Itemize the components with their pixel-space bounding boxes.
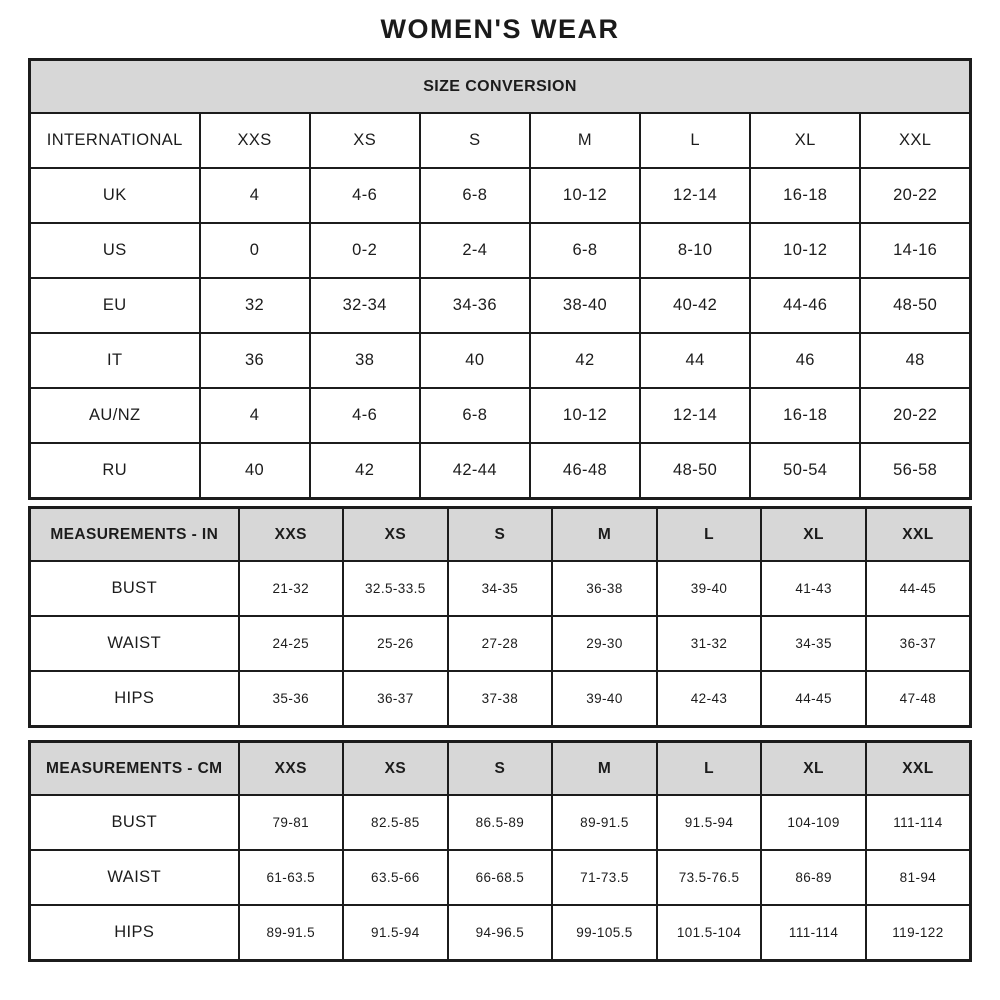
table-cell: 0-2 <box>310 223 420 278</box>
column-header-s: S <box>448 742 553 796</box>
table-cell: 86-89 <box>761 850 866 905</box>
table-banner-row <box>30 60 971 114</box>
column-header-xxl: XXL <box>866 508 971 562</box>
table-cell: 44-45 <box>761 671 866 727</box>
table-cell: 12-14 <box>640 168 750 223</box>
table-cell: 32-34 <box>310 278 420 333</box>
table-cell: 63.5-66 <box>343 850 448 905</box>
column-header-xxs: XXS <box>200 113 310 168</box>
table-cell: 36-37 <box>866 616 971 671</box>
table-title-cell: INTERNATIONAL <box>30 113 200 168</box>
table-cell: 104-109 <box>761 795 866 850</box>
column-header-xs: XS <box>343 508 448 562</box>
table-row <box>30 850 971 905</box>
table-cell: 38 <box>310 333 420 388</box>
table-cell: 91.5-94 <box>657 795 762 850</box>
row-label: HIPS <box>30 671 239 727</box>
row-label: WAIST <box>30 850 239 905</box>
table-cell: 0 <box>200 223 310 278</box>
table-row <box>30 168 971 223</box>
column-header-m: M <box>530 113 640 168</box>
table-title-cell: MEASUREMENTS - CM <box>30 742 239 796</box>
table-cell: 27-28 <box>448 616 553 671</box>
table-row <box>30 223 971 278</box>
table-cell: 86.5-89 <box>448 795 553 850</box>
table-cell: 39-40 <box>552 671 657 727</box>
column-header-row <box>30 508 971 562</box>
table-cell: 91.5-94 <box>343 905 448 961</box>
table-cell: 66-68.5 <box>448 850 553 905</box>
table-cell: 20-22 <box>860 388 970 443</box>
size-conversion-table <box>28 58 972 500</box>
column-header-row <box>30 742 971 796</box>
column-header-xs: XS <box>343 742 448 796</box>
table-cell: 73.5-76.5 <box>657 850 762 905</box>
table-cell: 24-25 <box>239 616 344 671</box>
column-header-l: L <box>657 742 762 796</box>
table-cell: 101.5-104 <box>657 905 762 961</box>
table-cell: 6-8 <box>420 168 530 223</box>
table-cell: 2-4 <box>420 223 530 278</box>
row-label: BUST <box>30 561 239 616</box>
table-cell: 79-81 <box>239 795 344 850</box>
column-header-l: L <box>640 113 750 168</box>
column-header-xxs: XXS <box>239 742 344 796</box>
table-cell: 44 <box>640 333 750 388</box>
table-cell: 39-40 <box>657 561 762 616</box>
column-header-xxs: XXS <box>239 508 344 562</box>
row-label: HIPS <box>30 905 239 961</box>
table-cell: 36-37 <box>343 671 448 727</box>
measurements-in-table <box>28 506 972 728</box>
table-cell: 10-12 <box>530 168 640 223</box>
table-cell: 50-54 <box>750 443 860 499</box>
table-cell: 4 <box>200 388 310 443</box>
table-cell: 111-114 <box>761 905 866 961</box>
table-cell: 61-63.5 <box>239 850 344 905</box>
column-header-xs: XS <box>310 113 420 168</box>
column-header-xxl: XXL <box>866 742 971 796</box>
table-cell: 14-16 <box>860 223 970 278</box>
table-cell: 47-48 <box>866 671 971 727</box>
table-cell: 37-38 <box>448 671 553 727</box>
size-chart-page <box>28 0 972 962</box>
table-title-cell: MEASUREMENTS - IN <box>30 508 239 562</box>
table-cell: 16-18 <box>750 388 860 443</box>
table-cell: 6-8 <box>420 388 530 443</box>
table-cell: 29-30 <box>552 616 657 671</box>
table-cell: 31-32 <box>657 616 762 671</box>
measurements-cm-table <box>28 740 972 962</box>
table-cell: 48 <box>860 333 970 388</box>
row-label: AU/NZ <box>30 388 200 443</box>
table-cell: 89-91.5 <box>552 795 657 850</box>
table-row <box>30 616 971 671</box>
table-cell: 38-40 <box>530 278 640 333</box>
table-cell: 81-94 <box>866 850 971 905</box>
table-cell: 20-22 <box>860 168 970 223</box>
column-header-s: S <box>420 113 530 168</box>
table-cell: 34-36 <box>420 278 530 333</box>
table-cell: 111-114 <box>866 795 971 850</box>
table-cell: 89-91.5 <box>239 905 344 961</box>
table-cell: 42-44 <box>420 443 530 499</box>
row-label: US <box>30 223 200 278</box>
table-row <box>30 278 971 333</box>
table-cell: 36-38 <box>552 561 657 616</box>
table-cell: 35-36 <box>239 671 344 727</box>
table-cell: 46-48 <box>530 443 640 499</box>
table-cell: 44-46 <box>750 278 860 333</box>
table-cell: 40 <box>200 443 310 499</box>
table-cell: 42 <box>310 443 420 499</box>
column-header-xxl: XXL <box>860 113 970 168</box>
page-title: WOMEN'S WEAR <box>380 14 620 44</box>
row-label: EU <box>30 278 200 333</box>
table-cell: 48-50 <box>860 278 970 333</box>
table-row <box>30 561 971 616</box>
table-cell: 34-35 <box>761 616 866 671</box>
table-cell: 4-6 <box>310 388 420 443</box>
table-cell: 46 <box>750 333 860 388</box>
table-cell: 42 <box>530 333 640 388</box>
column-header-xl: XL <box>750 113 860 168</box>
table-cell: 119-122 <box>866 905 971 961</box>
table-cell: 82.5-85 <box>343 795 448 850</box>
table-cell: 56-58 <box>860 443 970 499</box>
table-cell: 21-32 <box>239 561 344 616</box>
table-row <box>30 333 971 388</box>
table-cell: 44-45 <box>866 561 971 616</box>
table-cell: 99-105.5 <box>552 905 657 961</box>
column-header-row <box>30 113 971 168</box>
row-label: UK <box>30 168 200 223</box>
table-row <box>30 443 971 499</box>
table-row <box>30 795 971 850</box>
table-cell: 40-42 <box>640 278 750 333</box>
table-cell: 42-43 <box>657 671 762 727</box>
table-row <box>30 388 971 443</box>
table-cell: 40 <box>420 333 530 388</box>
row-label: IT <box>30 333 200 388</box>
table-cell: 6-8 <box>530 223 640 278</box>
table-cell: 10-12 <box>750 223 860 278</box>
table-cell: 71-73.5 <box>552 850 657 905</box>
column-header-s: S <box>448 508 553 562</box>
column-header-xl: XL <box>761 742 866 796</box>
table-cell: 16-18 <box>750 168 860 223</box>
table-cell: 4 <box>200 168 310 223</box>
row-label: RU <box>30 443 200 499</box>
row-label: BUST <box>30 795 239 850</box>
table-cell: 4-6 <box>310 168 420 223</box>
table-cell: 25-26 <box>343 616 448 671</box>
column-header-m: M <box>552 742 657 796</box>
table-cell: 94-96.5 <box>448 905 553 961</box>
column-header-xl: XL <box>761 508 866 562</box>
column-header-m: M <box>552 508 657 562</box>
table-cell: 34-35 <box>448 561 553 616</box>
table-cell: 32 <box>200 278 310 333</box>
table-row <box>30 905 971 961</box>
table-cell: 41-43 <box>761 561 866 616</box>
table-cell: 48-50 <box>640 443 750 499</box>
column-header-l: L <box>657 508 762 562</box>
table-cell: 32.5-33.5 <box>343 561 448 616</box>
row-label: WAIST <box>30 616 239 671</box>
table-row <box>30 671 971 727</box>
table-cell: 12-14 <box>640 388 750 443</box>
table-banner: SIZE CONVERSION <box>30 60 971 114</box>
table-cell: 10-12 <box>530 388 640 443</box>
table-cell: 8-10 <box>640 223 750 278</box>
table-cell: 36 <box>200 333 310 388</box>
